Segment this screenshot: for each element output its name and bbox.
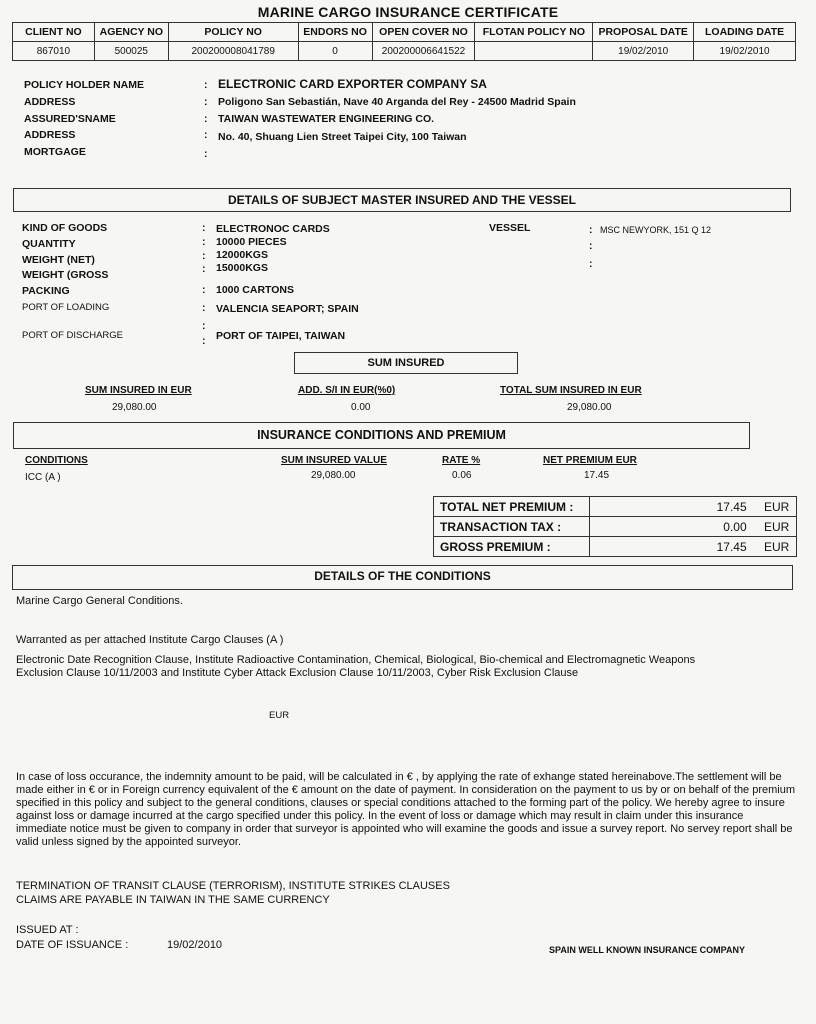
gross-premium-amount-cell (589, 537, 796, 557)
premium-totals-table (433, 496, 797, 557)
transaction-tax-row (434, 517, 797, 537)
conditions-premium-heading: INSURANCE CONDITIONS AND PREMIUM (13, 422, 750, 449)
quantity-value: 10000 PIECES (216, 236, 287, 248)
column-header: FLOTAN POLICY NO (475, 23, 593, 42)
gross-premium-row (434, 537, 797, 557)
port-of-loading-label: PORT OF LOADING (22, 302, 110, 313)
vessel-value: MSC NEWYORK, 151 Q 12 (600, 225, 712, 235)
sum-insured-eur-label: SUM INSURED IN EUR (85, 385, 192, 396)
client-no: 867010 (13, 42, 95, 61)
transaction-tax-label: TRANSACTION TAX : (434, 517, 590, 537)
kind-of-goods-value: ELECTRONOC CARDS (216, 223, 330, 235)
colon: : (202, 284, 206, 296)
colon: : (202, 335, 206, 347)
agency-no: 500025 (94, 42, 168, 61)
sum-insured-eur-value: 29,080.00 (112, 402, 157, 413)
colon: : (589, 258, 593, 270)
conditions-header: CONDITIONS (25, 455, 88, 466)
claims-payable-text: CLAIMS ARE PAYABLE IN TAIWAN IN THE SAME CURRENCY (16, 894, 330, 906)
port-of-loading-value: VALENCIA SEAPORT; SPAIN (216, 303, 359, 315)
column-header: LOADING DATE (694, 23, 796, 42)
subject-heading: DETAILS OF SUBJECT MASTER INSURED AND THE VESSEL (13, 188, 791, 212)
weight-gross-value: 15000KGS (216, 262, 268, 274)
total-net-premium-amount: 17.45 (716, 499, 747, 514)
additional-si-value: 0.00 (351, 402, 371, 413)
sum-insured-value-header: SUM INSURED VALUE (281, 455, 387, 466)
colon: : (204, 113, 208, 125)
loss-paragraph: In case of loss occurance, the indemnity amount to be paid, will be calculated in € , by applying the rate of exhange stated hereinabove.The settlement will be made either in € or in Foreign currency equivalent of the € amount on the date of payment. In consideration on the payment to us by or on behalf of the premium specified in this policy and subject to the general conditions, clauses or special conditions attached to the forming part of the policy. We hereby agree to insure against loss or damage incurred at the cargo specified under this policy. In the event of loss or damage which may result in claim under this insurance immediate notice must be given to company in order that surveyor is appointed who will examine the goods and issue a survey report. No servey report shall be valid unless signed by the appointed surveyor. (16, 771, 796, 848)
additional-si-label: ADD. S/I IN EUR(%0) (298, 385, 396, 396)
mortgage-label: MORTGAGE (24, 146, 86, 158)
assured-name-label: ASSURED'SNAME (24, 113, 116, 125)
termination-clause-text: TERMINATION OF TRANSIT CLAUSE (TERRORISM), INSTITUTE STRIKES CLAUSES (16, 880, 450, 892)
clauses-text-line2: Exclusion Clause 10/11/2003 and Institute Cyber Attack Exclusion Clause 10/11/2003, Cyber Risk Exclusion Clause (16, 667, 579, 679)
condition-rate-value: 0.06 (452, 470, 472, 481)
assured-name-value: TAIWAN WASTEWATER ENGINEERING CO. (218, 113, 435, 125)
colon: : (204, 79, 208, 91)
weight-net-value: 12000KGS (216, 249, 268, 261)
weight-gross-label: WEIGHT (GROSS (22, 269, 109, 281)
general-conditions-text: Marine Cargo General Conditions. (16, 595, 183, 607)
issued-at-label: ISSUED AT : (16, 924, 79, 936)
warranted-text: Warranted as per attached Institute Cargo Clauses (A ) (16, 634, 284, 646)
condition-net-premium-value: 17.45 (584, 470, 610, 481)
colon: : (204, 96, 208, 108)
kind-of-goods-label: KIND OF GOODS (22, 222, 108, 234)
currency: EUR (764, 539, 790, 554)
total-sum-insured-label: TOTAL SUM INSURED IN EUR (500, 385, 642, 396)
currency: EUR (764, 499, 790, 514)
transaction-tax-amount-cell (589, 517, 796, 537)
port-of-discharge-label: PORT OF DISCHARGE (22, 330, 123, 341)
date-of-issuance-value: 19/02/2010 (167, 939, 223, 951)
column-header: AGENCY NO (94, 23, 168, 42)
colon: : (202, 302, 206, 314)
column-header: ENDORS NO (298, 23, 372, 42)
packing-value: 1000 CARTONS (216, 284, 295, 296)
open-cover-no: 200200006641522 (372, 42, 475, 61)
column-header: POLICY NO (168, 23, 298, 42)
value-row (13, 42, 796, 61)
sum-insured-heading: SUM INSURED (294, 352, 518, 374)
total-net-premium-amount-cell (589, 497, 796, 517)
transaction-tax-amount: 0.00 (723, 519, 747, 534)
eur-text: EUR (269, 710, 290, 721)
assured-address-label: ADDRESS (24, 129, 76, 141)
endors-no: 0 (298, 42, 372, 61)
colon: : (202, 263, 206, 275)
policy-holder-value: ELECTRONIC CARD EXPORTER COMPANY SA (218, 77, 487, 91)
colon: : (202, 250, 206, 262)
policy-header-table (12, 22, 796, 61)
condition-sum-value: 29,080.00 (311, 470, 356, 481)
port-of-discharge-value: PORT OF TAIPEI, TAIWAN (216, 330, 346, 342)
assured-address-value: No. 40, Shuang Lien Street Taipei City, 100 Taiwan (218, 131, 467, 143)
colon: : (202, 320, 206, 332)
document-title: MARINE CARGO INSURANCE CERTIFICATE (257, 4, 559, 20)
policy-no: 200200008041789 (168, 42, 298, 61)
gross-premium-amount: 17.45 (716, 539, 747, 554)
condition-value: ICC (A ) (25, 472, 61, 483)
total-sum-insured-value: 29,080.00 (567, 402, 612, 413)
total-net-premium-label: TOTAL NET PREMIUM : (434, 497, 590, 517)
header-row (13, 23, 796, 42)
net-premium-header: NET PREMIUM EUR (543, 455, 637, 466)
policy-holder-label: POLICY HOLDER NAME (24, 79, 144, 91)
loading-date: 19/02/2010 (694, 42, 796, 61)
policy-holder-address-label: ADDRESS (24, 96, 76, 108)
currency: EUR (764, 519, 790, 534)
proposal-date: 19/02/2010 (593, 42, 694, 61)
column-header: CLIENT NO (13, 23, 95, 42)
colon: : (202, 222, 206, 234)
column-header: OPEN COVER NO (372, 23, 475, 42)
rate-header: RATE % (442, 455, 481, 466)
colon: : (589, 224, 593, 236)
flotan-policy-no (475, 42, 593, 61)
colon: : (204, 148, 208, 160)
weight-net-label: WEIGHT (NET) (22, 254, 95, 266)
conditions-details-heading: DETAILS OF THE CONDITIONS (12, 565, 793, 590)
colon: : (202, 236, 206, 248)
policy-holder-address-value: Poligono San Sebastián, Nave 40 Arganda del Rey - 24500 Madrid Spain (218, 96, 576, 108)
column-header: PROPOSAL DATE (593, 23, 694, 42)
quantity-label: QUANTITY (22, 238, 76, 250)
colon: : (589, 240, 593, 252)
packing-label: PACKING (22, 285, 70, 297)
gross-premium-label: GROSS PREMIUM : (434, 537, 590, 557)
date-of-issuance-label: DATE OF ISSUANCE : (16, 939, 129, 951)
total-net-premium-row (434, 497, 797, 517)
company-name: SPAIN WELL KNOWN INSURANCE COMPANY (549, 945, 746, 955)
colon: : (204, 129, 208, 141)
vessel-label: VESSEL (489, 222, 531, 234)
clauses-text-line1: Electronic Date Recognition Clause, Institute Radioactive Contamination, Chemical, Biological, Bio-chemical and Electromagnetic Weapons (16, 654, 696, 666)
